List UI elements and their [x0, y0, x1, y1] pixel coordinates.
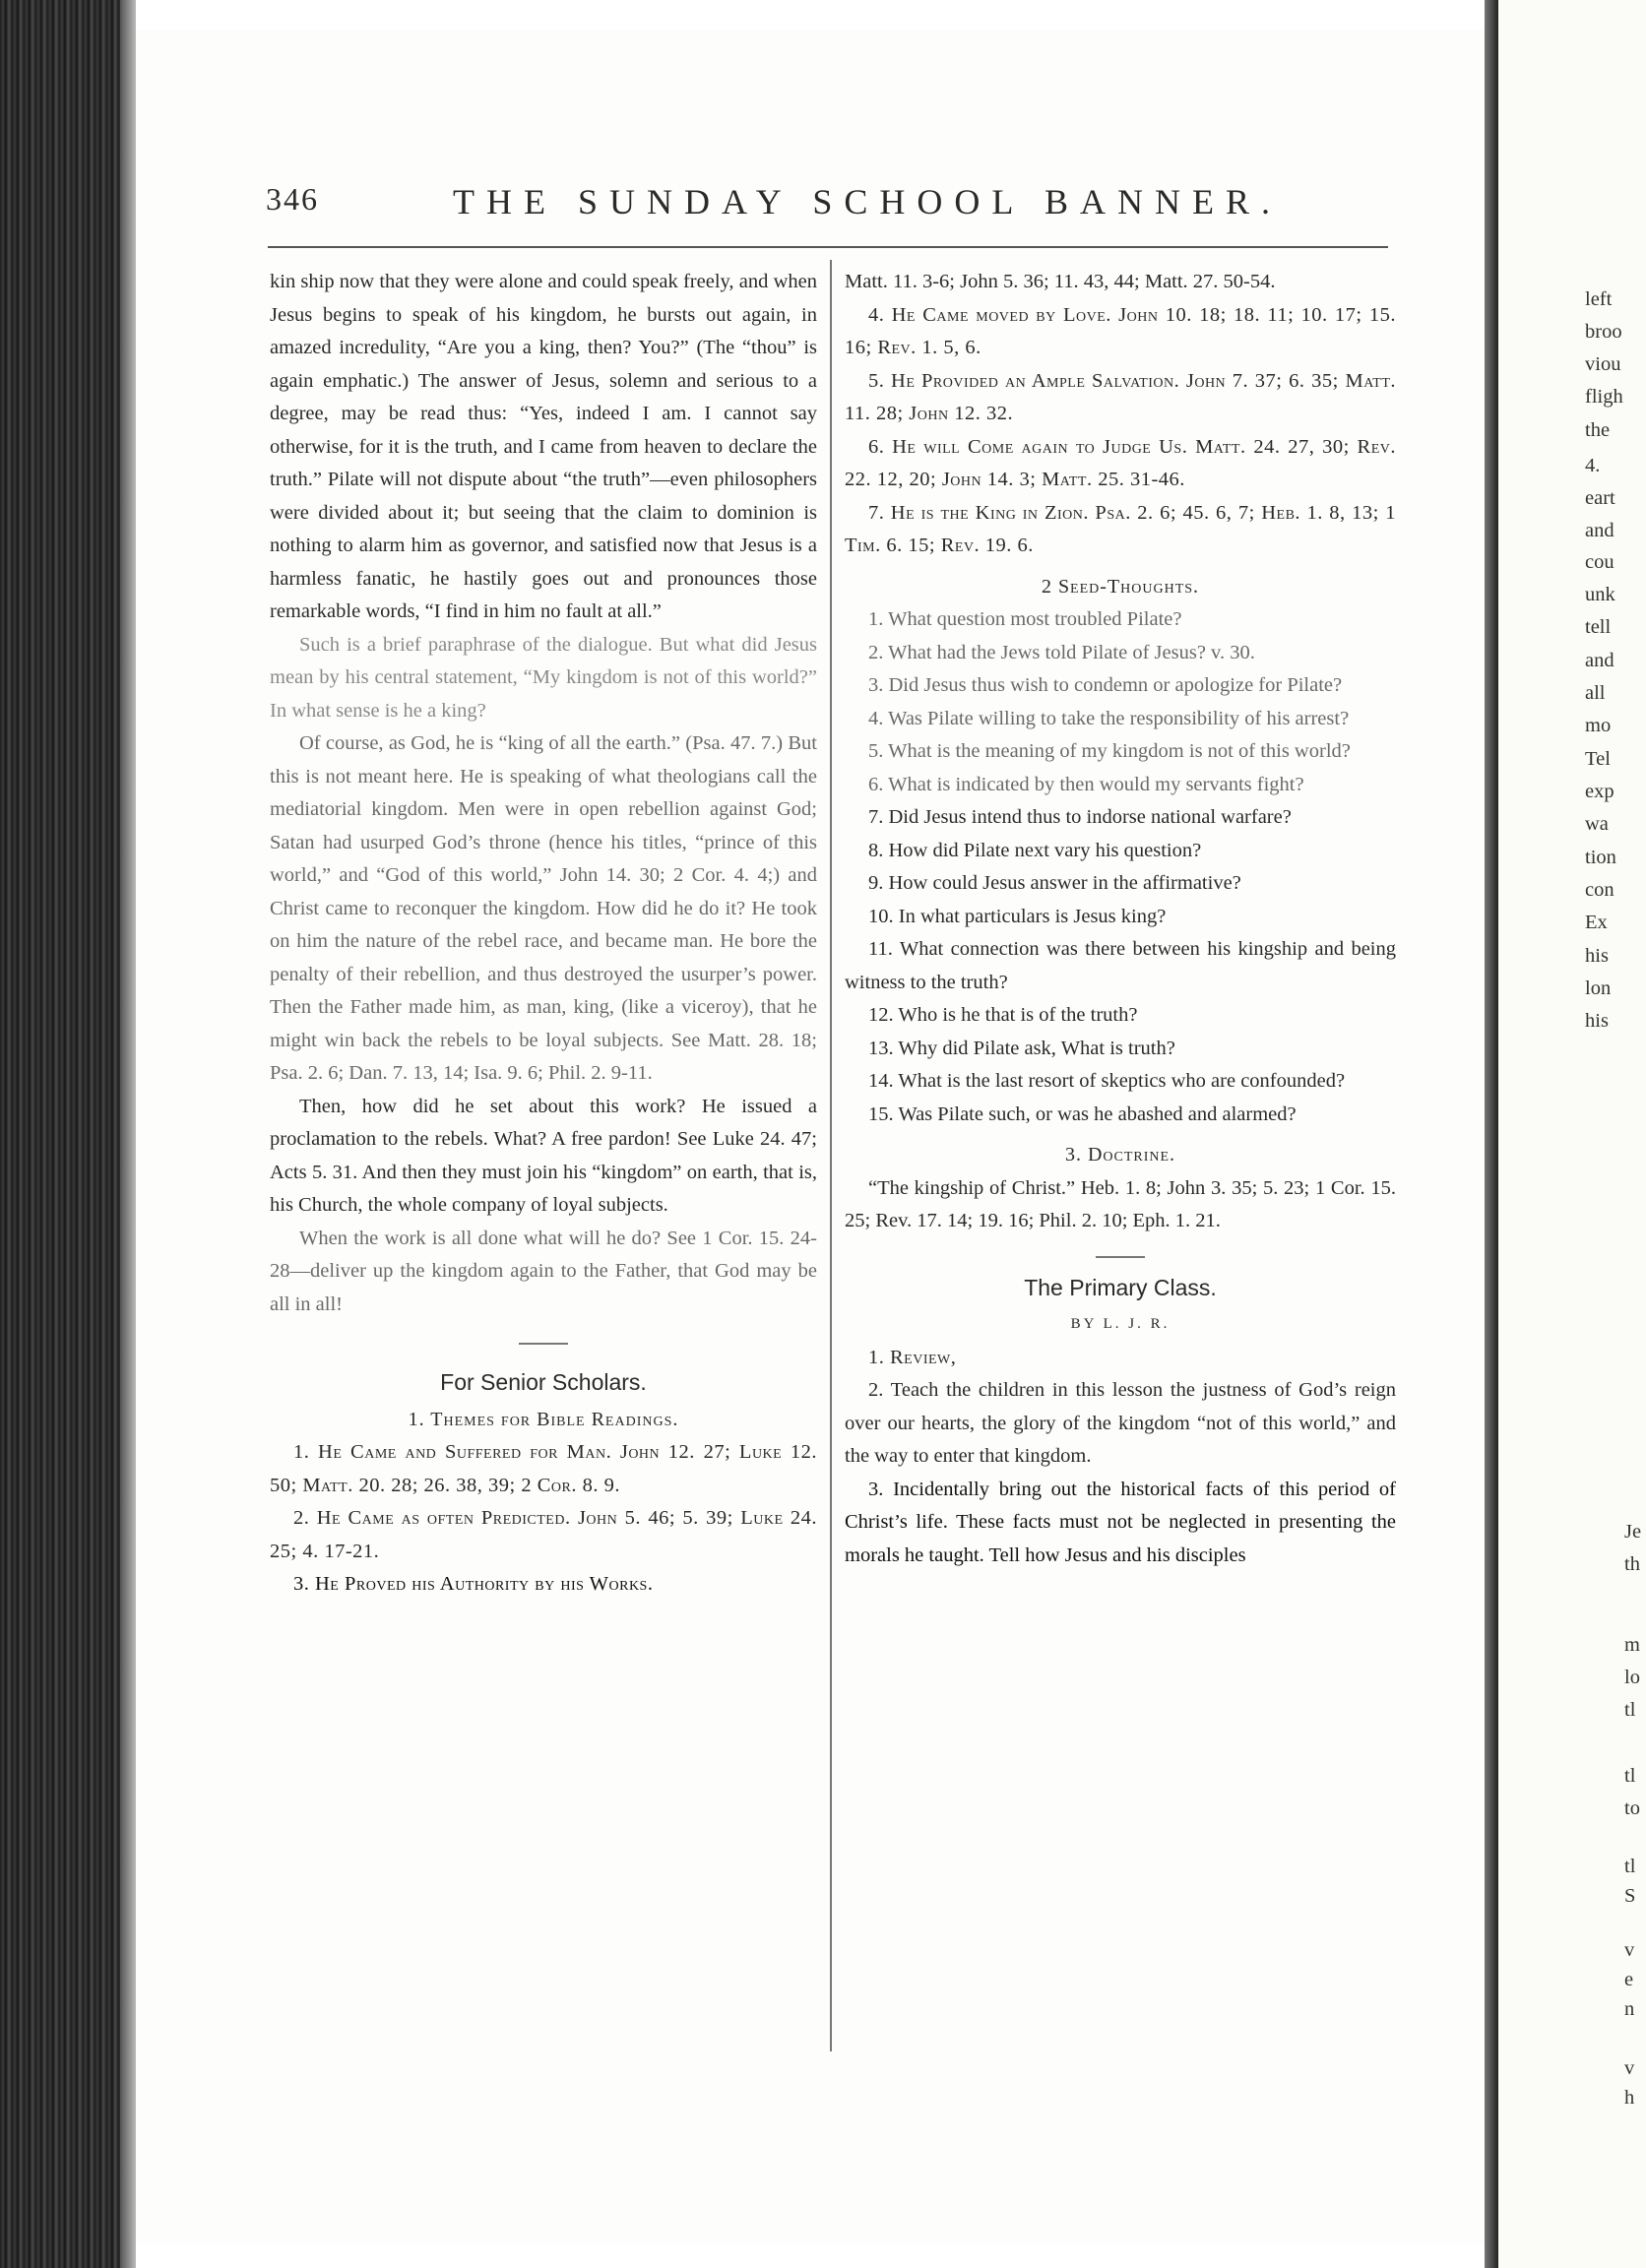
- seed-thought: 1. What question most troubled Pilate?: [868, 608, 1182, 630]
- seed-thought: 15. Was Pilate such, or was he abashed and alarmed?: [868, 1102, 1297, 1125]
- adjacent-page-text: all: [1585, 682, 1606, 704]
- separator: [519, 1343, 568, 1345]
- left-column: [270, 266, 817, 1602]
- adjacent-page-text: his: [1585, 1010, 1609, 1032]
- adjacent-page-text: eart: [1585, 487, 1615, 509]
- doctrine-text: “The kingship of Christ.” Heb. 1. 8; John 3. 35; 5. 23; 1 Cor. 15. 25; Rev. 17. 14; 19. 16; Phil. 2. 10; Eph. 1. 21.: [845, 1176, 1396, 1231]
- right-column: [845, 266, 1396, 1572]
- seed-thought: 8. How did Pilate next vary his question?: [868, 839, 1202, 861]
- primary-item: 1. Review,: [868, 1346, 957, 1368]
- adjacent-page-text: S: [1624, 1885, 1636, 1907]
- column-divider: [830, 260, 832, 2051]
- adjacent-page-text: m: [1624, 1634, 1640, 1656]
- seed-thought: 4. Was Pilate willing to take the responsibility of his arrest?: [868, 707, 1350, 729]
- adjacent-page-text: th: [1624, 1553, 1640, 1575]
- adjacent-page-text: 4.: [1585, 455, 1601, 476]
- adjacent-page-text: his: [1585, 945, 1609, 967]
- adjacent-page-text: cou: [1585, 551, 1614, 573]
- adjacent-page-text: tl: [1624, 1856, 1636, 1877]
- adjacent-page-text: v: [1624, 1939, 1635, 1961]
- seed-thought: 13. Why did Pilate ask, What is truth?: [868, 1037, 1175, 1059]
- theme-item: 4. He Came moved by Love. John 10. 18; 18. 11; 10. 17; 15. 16; Rev. 1. 5, 6.: [845, 303, 1396, 358]
- adjacent-page-text: tl: [1624, 1699, 1636, 1721]
- page-gutter-shadow: [120, 0, 136, 2268]
- adjacent-page: [1498, 0, 1646, 2268]
- theme-item: Matt. 11. 3-6; John 5. 36; 11. 43, 44; Matt. 27. 50-54.: [845, 271, 1276, 292]
- primary-item: 3. Incidentally bring out the historical facts of this period of Christ’s life. These facts must not be neglected in presenting the morals he taught. Tell how Jesus and his disciples: [845, 1478, 1396, 1566]
- page-edge-shadow: [1485, 0, 1498, 2268]
- seed-thought: 7. Did Jesus intend thus to indorse national warfare?: [868, 806, 1292, 828]
- adjacent-page-text: h: [1624, 2087, 1635, 2109]
- senior-scholars-heading: For Senior Scholars.: [440, 1369, 647, 1395]
- seed-thought: 2. What had the Jews told Pilate of Jesus? v. 30.: [868, 641, 1255, 663]
- paragraph: When the work is all done what will he do? See 1 Cor. 15. 24-28—deliver up the kingdom again to the Father, that God may be all in all!: [270, 1227, 817, 1315]
- page-header: [266, 181, 1398, 230]
- doctrine-heading: 3. Doctrine.: [1064, 1144, 1176, 1166]
- primary-class-heading: The Primary Class.: [1024, 1274, 1217, 1300]
- seed-thoughts-heading: 2 Seed-Thoughts.: [1041, 575, 1200, 598]
- book-spine: [0, 0, 128, 2268]
- adjacent-page-text: tion: [1585, 847, 1616, 868]
- seed-thought: 6. What is indicated by then would my servants fight?: [868, 773, 1304, 795]
- adjacent-page-text: e: [1624, 1969, 1634, 1990]
- theme-item: 3. He Proved his Authority by his Works.: [293, 1573, 654, 1595]
- seed-thought: 5. What is the meaning of my kingdom is not of this world?: [868, 740, 1351, 762]
- adjacent-page-text: n: [1624, 1998, 1635, 2020]
- adjacent-page-text: Je: [1624, 1521, 1642, 1543]
- paragraph: kin ship now that they were alone and could speak freely, and when Jesus begins to speak of his kingdom, he bursts out again, in amazed incredulity, “Are you a king, then? You?” (The “thou” is again emphatic.) The answer of Jesus, solemn and serious to a degree, may be read thus: “Yes, indeed I am. I cannot say otherwise, for it is the truth, and I came from heaven to declare the truth.” Pilate will not dispute about “the truth”—even philosophers were divided about it; but seeing that the claim to dominion is nothing to alarm him as governor, and satisfied now that Jesus is a harmless fanatic, he hastily goes out and pronounces those remarkable words, “I find in him no fault at all.”: [270, 271, 817, 622]
- adjacent-page-text: exp: [1585, 781, 1614, 802]
- adjacent-page-text: tl: [1624, 1765, 1636, 1787]
- adjacent-page-text: con: [1585, 879, 1614, 901]
- adjacent-page-text: lo: [1624, 1667, 1640, 1688]
- adjacent-page-text: left: [1585, 288, 1613, 310]
- themes-heading: 1. Themes for Bible Readings.: [408, 1408, 679, 1430]
- adjacent-page-text: viou: [1585, 353, 1621, 375]
- theme-item: 6. He will Come again to Judge Us. Matt. 24. 27, 30; Rev. 22. 12, 20; John 14. 3; Matt. 25. 31-46.: [845, 435, 1396, 490]
- adjacent-page-text: mo: [1585, 715, 1612, 736]
- paragraph: Such is a brief paraphrase of the dialogue. But what did Jesus mean by his central statement, “My kingdom is not of this world?” In what sense is he a king?: [270, 633, 817, 722]
- page-number: 346: [266, 181, 319, 217]
- separator: [1096, 1256, 1145, 1258]
- primary-class-byline: BY L. J. R.: [1070, 1316, 1171, 1332]
- seed-thought: 10. In what particulars is Jesus king?: [868, 905, 1167, 927]
- adjacent-page-text: and: [1585, 520, 1614, 541]
- seed-thought: 3. Did Jesus thus wish to condemn or apologize for Pilate?: [868, 674, 1343, 696]
- adjacent-page-text: wa: [1585, 813, 1609, 835]
- paragraph: Of course, as God, he is “king of all the earth.” (Psa. 47. 7.) But this is not meant here. He is speaking of what theologians call the mediatorial kingdom. Men were in open rebellion against God; Satan had usurped God’s throne (hence his titles, “prince of this world,” and “God of this world,” John 14. 30; 2 Cor. 4. 4;) and Christ came to reconquer the kingdom. How did he do it? He took on him the nature of the rebel race, and became man. He bore the penalty of their rebellion, and thus destroyed the usurper’s power. Then the Father made him, as man, king, (like a viceroy), that he might win back the rebels to be loyal subjects. See Matt. 28. 18; Psa. 2. 6; Dan. 7. 13, 14; Isa. 9. 6; Phil. 2. 9-11.: [270, 732, 817, 1084]
- adjacent-page-text: fligh: [1585, 386, 1623, 408]
- primary-item: 2. Teach the children in this lesson the justness of God’s reign over our hearts, the glory of the kingdom “not of this world,” and the way to enter that kingdom.: [845, 1379, 1396, 1467]
- theme-item: 1. He Came and Suffered for Man. John 12. 27; Luke 12. 50; Matt. 20. 28; 26. 38, 39; 2 Cor. 8. 9.: [270, 1441, 817, 1496]
- adjacent-page-text: v: [1624, 2057, 1635, 2079]
- adjacent-page-text: to: [1624, 1797, 1640, 1819]
- seed-thought: 14. What is the last resort of skeptics who are confounded?: [868, 1070, 1346, 1092]
- header-rule: [268, 246, 1388, 248]
- seed-thought: 12. Who is he that is of the truth?: [868, 1004, 1138, 1026]
- theme-item: 2. He Came as often Predicted. John 5. 46; 5. 39; Luke 24. 25; 4. 17-21.: [270, 1507, 817, 1562]
- adjacent-page-text: broo: [1585, 321, 1622, 343]
- paragraph: Then, how did he set about this work? He issued a proclamation to the rebels. What? A free pardon! See Luke 24. 47; Acts 5. 31. And then they must join his “kingdom” on earth, that is, his Church, the whole company of loyal subjects.: [270, 1095, 817, 1216]
- adjacent-page-text: Tel: [1585, 748, 1611, 770]
- theme-item: 7. He is the King in Zion. Psa. 2. 6; 45. 6, 7; Heb. 1. 8, 13; 1 Tim. 6. 15; Rev. 19. 6.: [845, 501, 1396, 556]
- adjacent-page-text: the: [1585, 419, 1611, 441]
- seed-thought: 11. What connection was there between his kingship and being witness to the truth?: [845, 938, 1396, 993]
- running-title: THE SUNDAY SCHOOL BANNER.: [453, 182, 1283, 221]
- adjacent-page-text: unk: [1585, 584, 1615, 605]
- adjacent-page-text: Ex: [1585, 912, 1608, 933]
- adjacent-page-text: and: [1585, 650, 1614, 671]
- adjacent-page-text: lon: [1585, 977, 1612, 999]
- adjacent-page-text: tell: [1585, 616, 1612, 638]
- seed-thought: 9. How could Jesus answer in the affirmative?: [868, 872, 1241, 894]
- theme-item: 5. He Provided an Ample Salvation. John 7. 37; 6. 35; Matt. 11. 28; John 12. 32.: [845, 369, 1396, 424]
